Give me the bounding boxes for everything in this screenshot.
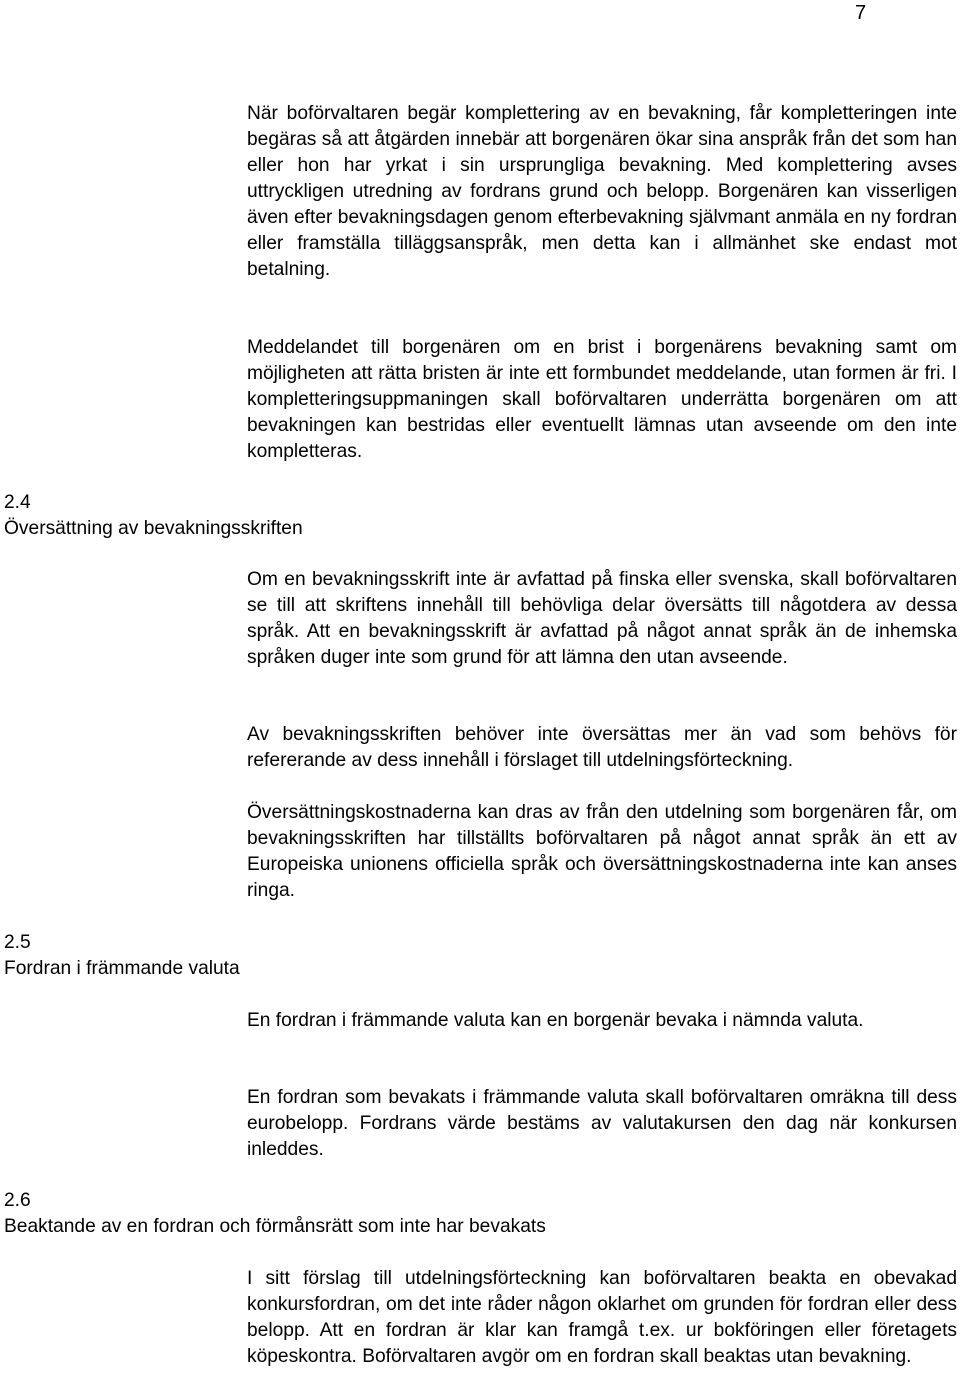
section-heading-2-6 xyxy=(4,1188,546,1240)
section-2-5-paragraph-2: En fordran som bevakats i främmande valuta skall boförvaltaren omräkna till dess eurobelopp. Fordrans värde bestäms av valutakursen den dag när konkursen inleddes. xyxy=(247,1087,957,1160)
section-heading-2-5 xyxy=(4,930,240,982)
section-2-4-paragraph-2: Av bevakningsskriften behöver inte översättas mer än vad som behövs för refererande av dess innehåll i förslaget till utdelningsförteckning. xyxy=(247,724,957,771)
section-2-5-paragraph-1: En fordran i främmande valuta kan en borgenär bevaka i nämnda valuta. xyxy=(247,1010,864,1031)
section-title: Beaktande av en fordran och förmånsrätt som inte har bevakats xyxy=(4,1216,546,1237)
section-title: Fordran i främmande valuta xyxy=(4,958,240,979)
section-2-4-paragraph-3: Översättningskostnaderna kan dras av från den utdelning som borgenären får, om bevakningsskriften har tillställts boförvaltaren på något annat språk än ett av Europeiska unionens officiella språk och översättningskostnaderna inte kan anses ringa. xyxy=(247,802,957,901)
section-number: 2.6 xyxy=(4,1190,31,1211)
section-2-4-paragraph-1: Om en bevakningsskrift inte är avfattad på finska eller svenska, skall boförvaltaren se till att skriftens innehåll till behövliga delar översätts till någotdera av dessa språk. Att en bevakningsskrift är avfattad på något annat språk än de inhemska språken duger inte som grund för att lämna den utan avseende. xyxy=(247,569,957,668)
section-number: 2.4 xyxy=(4,492,31,513)
intro-paragraph-2: Meddelandet till borgenären om en brist i borgenärens bevakning samt om möjligheten att rätta bristen är inte ett formbundet meddelande, utan formen är fri. I kompletteringsuppmaningen skall boförvaltaren underrätta borgenären om att bevakningen kan bestridas eller eventuellt lämnas utan avseende om den inte kompletteras. xyxy=(247,337,957,462)
section-2-6-paragraph-1: I sitt förslag till utdelningsförteckning kan boförvaltaren beakta en obevakad konkursfordran, om det inte råder någon oklarhet om grunden för fordran eller dess belopp. Att en fordran är klar kan framgå t.ex. ur bokföringen eller företagets köpeskontra. Boförvaltaren avgör om en fordran skall beaktas utan bevakning. xyxy=(247,1268,957,1367)
section-number: 2.5 xyxy=(4,932,31,953)
page-number: 7 xyxy=(855,2,867,24)
section-title: Översättning av bevakningsskriften xyxy=(4,518,303,539)
intro-paragraph-1: När boförvaltaren begär komplettering av en bevakning, får kompletteringen inte begäras så att åtgärden innebär att borgenären ökar sina anspråk från det som han eller hon har yrkat i sin ursprungliga bevakning. Med komplettering avses uttryckligen utredning av fordrans grund och belopp. Borgenären kan visserligen även efter bevakningsdagen genom efterbevakning självmant anmäla en ny fordran eller framställa tilläggsanspråk, men detta kan i allmänhet ske endast mot betalning. xyxy=(247,103,957,280)
section-heading-2-4 xyxy=(4,490,303,542)
